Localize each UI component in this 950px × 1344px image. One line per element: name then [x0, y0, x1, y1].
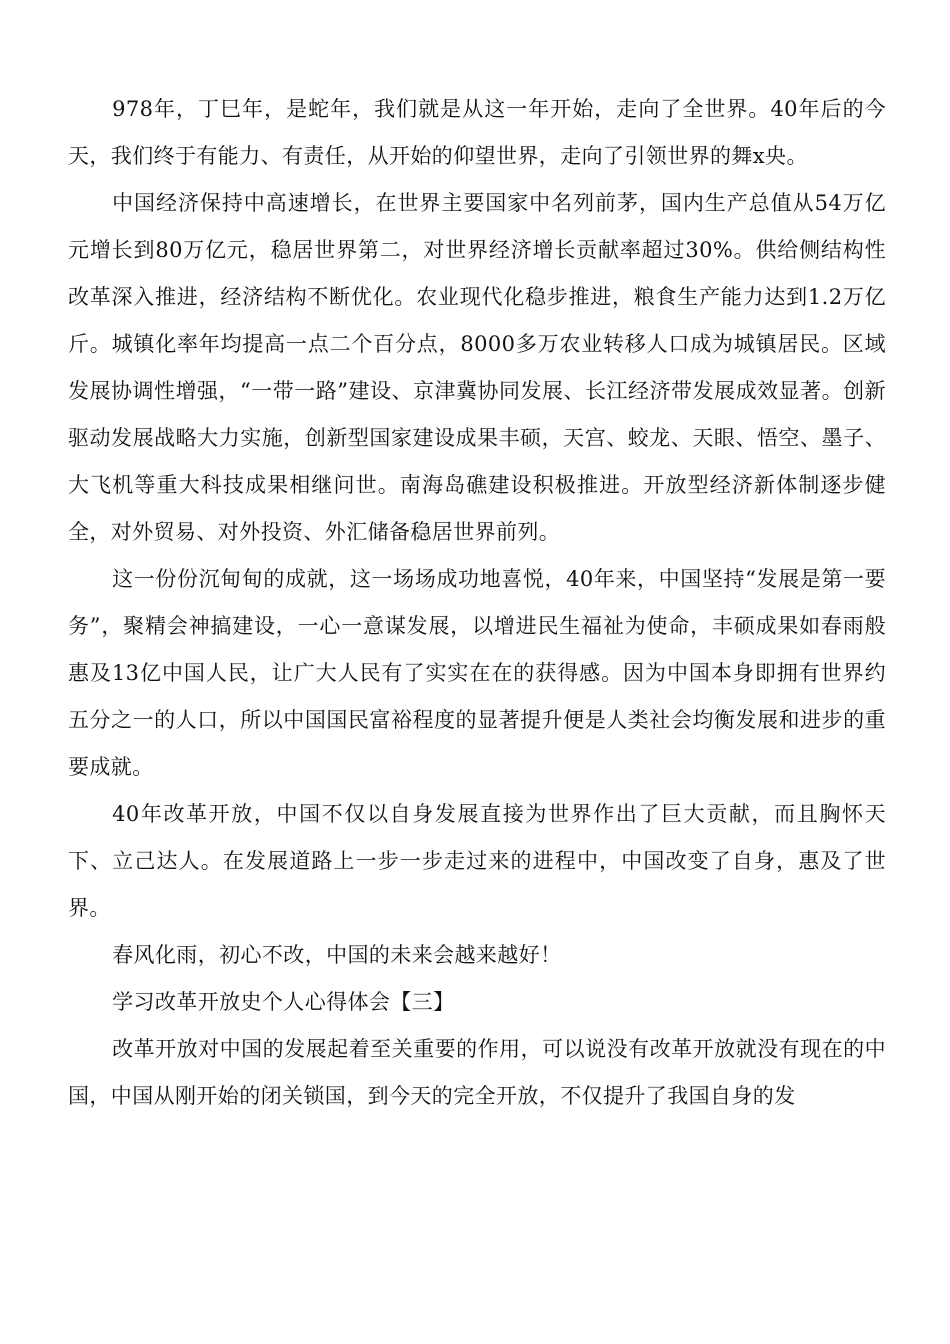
- paragraph-6: 改革开放对中国的发展起着至关重要的作用，可以说没有改革开放就没有现在的中国，中国从刚开始的闭关锁国，到今天的完全开放，不仅提升了我国自身的发: [68, 1037, 886, 1108]
- paragraph-2: 中国经济保持中高速增长，在世界主要国家中名列前茅，国内生产总值从54万亿元增长到80万亿元，稳居世界第二，对世界经济增长贡献率超过30%。供给侧结构性改革深入推进，经济结构不断优化。农业现代化稳步推进，粮食生产能力达到1.2万亿斤。城镇化率年均提高一点二个百分点，8000多万农业转移人口成为城镇居民。区域发展协调性增强，“一带一路”建设、京津冀协同发展、长江经济带发展成效显著。创新驱动发展战略大力实施，创新型国家建设成果丰硕，天宫、蛟龙、天眼、悟空、墨子、大飞机等重大科技成果相继问世。南海岛礁建设积极推进。开放型经济新体制逐步健全，对外贸易、对外投资、外汇储备稳居世界前列。: [68, 191, 886, 544]
- document-body: [68, 86, 886, 1120]
- paragraph-5: 春风化雨，初心不改，中国的未来会越来越好！: [112, 943, 562, 967]
- paragraph-3: 这一份份沉甸甸的成就，这一场场成功地喜悦，40年来，中国坚持“发展是第一要务”，聚精会神搞建设，一心一意谋发展，以增进民生福祉为使命，丰硕成果如春雨般惠及13亿中国人民，让广大人民有了实实在在的获得感。因为中国本身即拥有世界约五分之一的人口，所以中国国民富裕程度的显著提升便是人类社会均衡发展和进步的重要成就。: [68, 567, 886, 779]
- paragraph-1: 978年，丁巳年，是蛇年，我们就是从这一年开始，走向了全世界。40年后的今天，我们终于有能力、有责任，从开始的仰望世界，走向了引领世界的舞x央。: [68, 97, 886, 168]
- paragraph-4: 40年改革开放，中国不仅以自身发展直接为世界作出了巨大贡献，而且胸怀天下、立己达人。在发展道路上一步一步走过来的进程中，中国改变了自身，惠及了世界。: [68, 802, 886, 920]
- section-heading: 学习改革开放史个人心得体会【三】: [112, 990, 455, 1014]
